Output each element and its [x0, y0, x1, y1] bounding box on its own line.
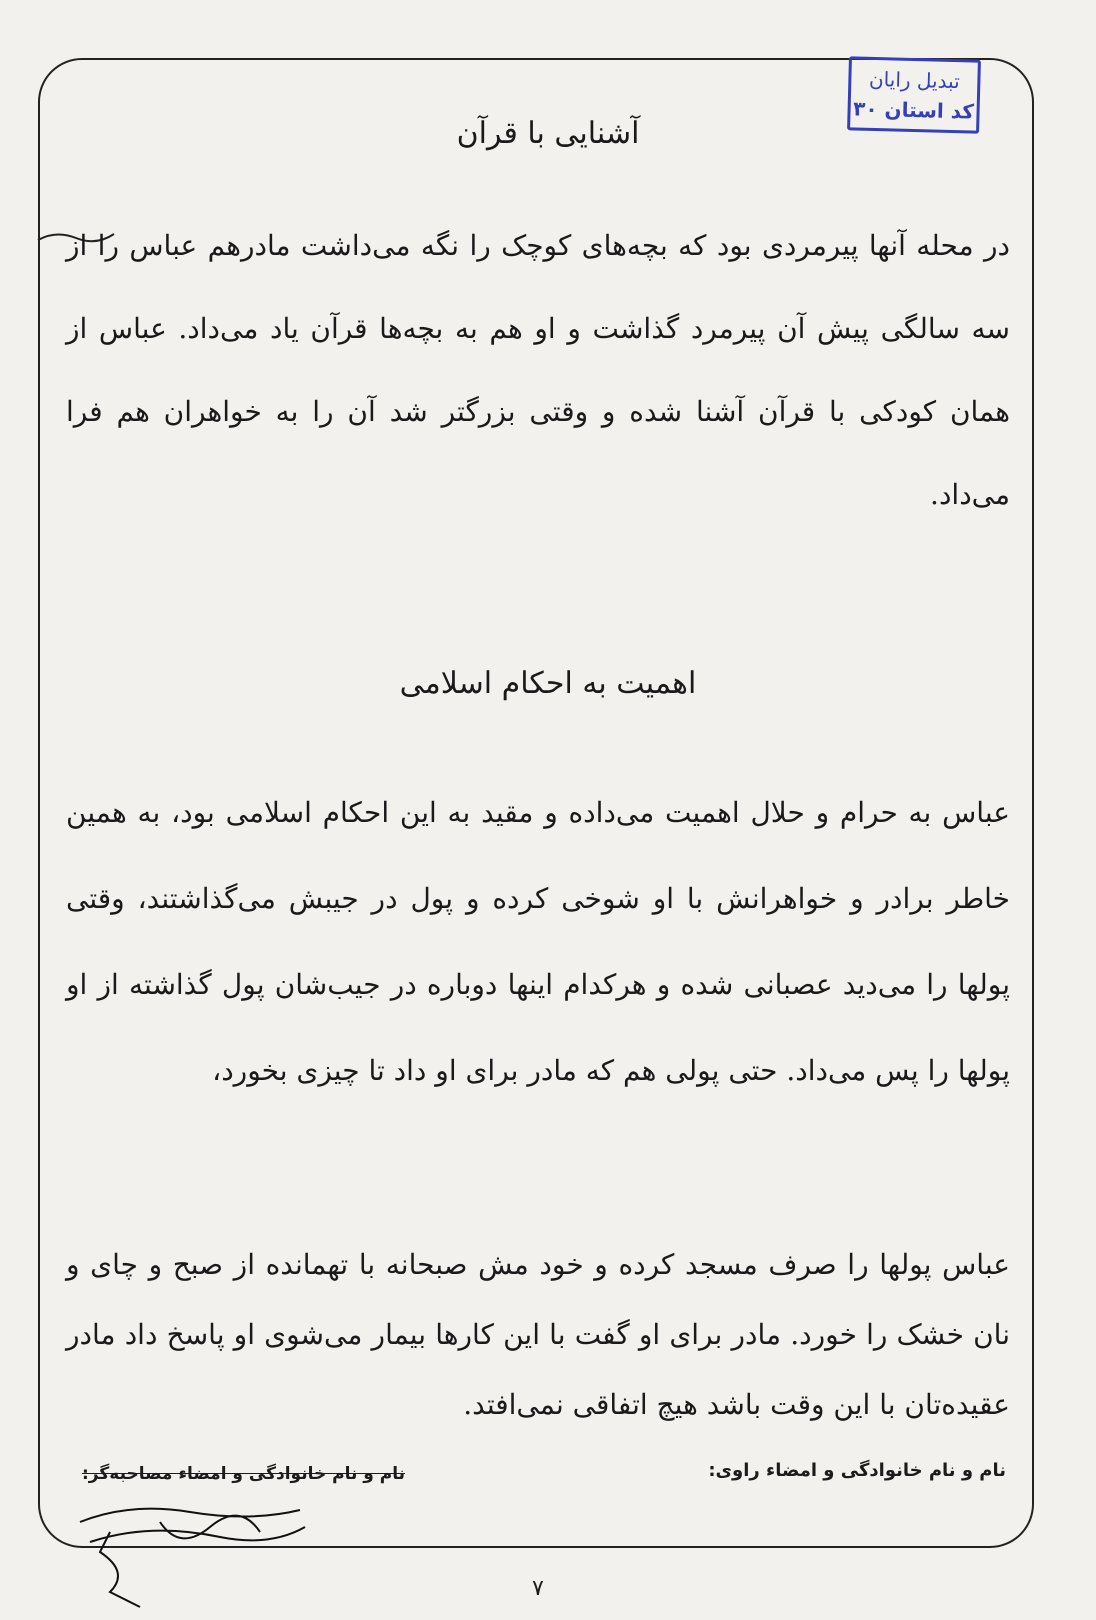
- interviewer-signature-label: نام و نام خانوادگی و امضاء مصاحبه‌گر:: [82, 1464, 406, 1484]
- narrator-signature-label: نام و نام خانوادگی و امضاء راوی:: [708, 1460, 1006, 1481]
- stamp-line-2: کد استان ۳۰: [852, 96, 975, 124]
- paragraph-2-text: عباس به حرام و حلال اهمیت می‌داده و مقید به این احکام اسلامی بود، به همین خاطر برادر و خواهرانش با او شوخی کرده و پول در جیبش می‌گذاشتند، وقتی پولها را می‌دید عصبانی شده و هرکدام اینها دوباره در جیب‌شان پول گذاشته از او پولها را پس می‌داد. حتی پولی هم که مادر برای او داد تا چیزی بخورد،: [66, 796, 1010, 1087]
- paragraph-islamic-rules: [66, 770, 1010, 1114]
- section-heading-quran: آشنایی با قرآن: [456, 116, 640, 151]
- handwritten-signature: [70, 1482, 310, 1612]
- paragraph-quran-familiarity: [66, 204, 1010, 536]
- paragraph-mosque-donation: [66, 1230, 1010, 1440]
- paragraph-1-text: در محله آنها پیرمردی بود که بچه‌های کوچک را نگه می‌داشت مادرهم عباس را از سه سالگی پیش آن پیرمرد گذاشت و او هم به بچه‌ها قرآن یاد می‌داد. عباس از همان کودکی با قرآن آشنا شده و وقتی بزرگتر شد آن را به خواهران هم فرا می‌داد.: [66, 229, 1011, 511]
- stamp-line-1: تبدیل رایان: [868, 66, 961, 94]
- page-number: ۷: [532, 1576, 544, 1601]
- paragraph-3-text: عباس پولها را صرف مسجد کرده و خود مش صبحانه با تهمانده از صبح و چای و نان خشک را خورد. مادر برای او گفت با این کارها بیمار می‌شوی او پاسخ داد مادر عقیده‌تان با این وقت باشد هیچ اتفاقی نمی‌افتد.: [66, 1248, 1010, 1421]
- section-heading-islamic-rules: اهمیت به احکام اسلامی: [399, 666, 697, 701]
